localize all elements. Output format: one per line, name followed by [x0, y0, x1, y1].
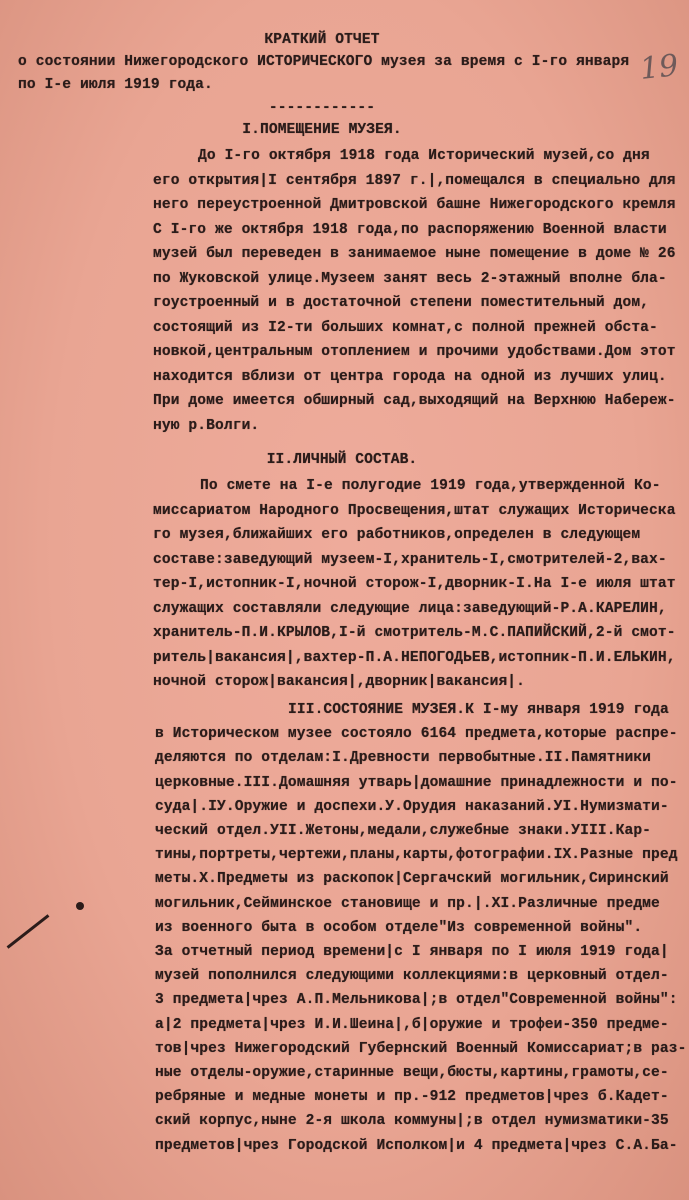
body-line: ритель|вакансия|,вахтер-П.А.НЕПОГОДЬЕВ,истопник-П.И.ЕЛЬКИН, [153, 649, 676, 666]
body-line: деляются по отделам:I.Древности первобытные.II.Памятники [155, 750, 652, 767]
ink-dot [76, 902, 84, 910]
body-line: хранитель-П.И.КРЫЛОВ,I-й смотритель-М.С.ПАПИЙСКИЙ,2-й смот- [153, 625, 676, 641]
body-line: музей пополнился следующими коллекциями:в церковный отдел- [155, 968, 669, 985]
body-line: ную р.Волги. [153, 417, 260, 434]
section-heading: II.ЛИЧНЫЙ СОСТАВ. [266, 452, 418, 468]
body-line: находится вблизи от центра города на одной из лучших улиц. [153, 368, 667, 385]
body-line: тов|чрез Нижегородский Губернский Военный Комиссариат;в раз- [155, 1040, 687, 1057]
section-heading: I.ПОМЕЩЕНИЕ МУЗЕЯ. [242, 122, 402, 138]
body-line: а|2 предмета|чрез И.И.Шеина|,б|оружие и трофеи-350 предме- [155, 1016, 669, 1033]
body-line: По смете на I-е полугодие 1919 года,утвержденной Ко- [200, 478, 661, 494]
subtitle-line: по I-е июля 1919 года. [18, 77, 213, 93]
body-line: тер-I,истопник-I,ночной сторож-I,дворник-I.На I-е июля штат [153, 576, 676, 592]
body-line: го музея,ближайших его работников,определен в следующем [153, 527, 641, 543]
subtitle-line: о состоянии Нижегородского ИСТОРИЧЕСКОГО музея за время с I-го января [18, 54, 630, 70]
body-line: его открытия|I сентября 1897 г.|,помещался в специально для [153, 172, 676, 189]
document-title: КРАТКИЙ ОТЧЕТ [264, 32, 380, 48]
body-line: ский корпус,ныне 2-я школа коммуны|;в отдел нумизматики-35 [155, 1113, 669, 1130]
handwritten-page-number: 19 [638, 48, 680, 87]
body-line: 3 предмета|чрез А.П.Мельникова|;в отдел"Современной войны": [155, 992, 678, 1009]
body-line: суда|.IУ.Оружие и доспехи.У.Орудия наказаний.УI.Нумизмати- [155, 798, 669, 815]
body-line: служащих составляли следующие лица:заведующий-Р.А.КАРЕЛИН, [153, 600, 667, 617]
body-line: музей был переведен в занимаемое ныне помещение в доме № 26 [153, 246, 676, 262]
body-line: из военного быта в особом отделе"Из современной войны". [155, 919, 643, 936]
body-line: ребряные и медные монеты и пр.-912 предметов|чрез б.Кадет- [155, 1089, 669, 1106]
body-line: ночной сторож|вакансия|,дворник|вакансия|. [153, 674, 526, 690]
body-line: церковные.III.Домашняя утварь|домашние принадлежности и по- [155, 774, 678, 791]
body-line: тины,портреты,чертежи,планы,карты,фотографии.IX.Разные пред [155, 847, 678, 864]
pen-stroke-mark [7, 914, 50, 948]
body-line: в Историческом музее состояло 6164 предмета,которые распре- [155, 726, 678, 743]
body-line: предметов|чрез Городской Исполком|и 4 предмета|чрез С.А.Ба- [155, 1137, 678, 1154]
body-line: него переустроенной Дмитровской башне Нижегородского кремля [153, 197, 676, 213]
separator: ------------ [268, 100, 376, 116]
body-line: составе:заведующий музеем-I,хранитель-I,смотрителей-2,вах- [153, 551, 667, 568]
body-line: ные отделы-оружие,старинные вещи,бюсты,картины,грамоты,се- [155, 1065, 669, 1081]
body-line: гоустроенный и в достаточной степени поместительный дом, [153, 295, 650, 311]
body-line: За отчетный период времени|с I января по I июля 1919 года| [155, 944, 669, 960]
body-line: могильник,Сейминское становище и пр.|.XI.Различные предме [155, 895, 660, 912]
body-line: III.СОСТОЯНИЕ МУЗЕЯ.К I-му января 1919 года [288, 702, 669, 718]
body-line: При доме имеется обширный сад,выходящий на Верхнюю Набереж- [153, 393, 676, 409]
body-line: состоящий из I2-ти больших комнат,с полной прежней обста- [153, 319, 658, 336]
body-line: по Жуковской улице.Музеем занят весь 2-этажный вполне бла- [153, 270, 667, 287]
body-line: меты.X.Предметы из раскопок|Сергачский могильник,Сиринский [155, 871, 669, 888]
body-line: С I-го же октября 1918 года,по распоряжению Военной власти [153, 221, 667, 238]
body-line: новкой,центральным отоплением и прочими удобствами.Дом этот [153, 344, 676, 360]
body-line: миссариатом Народного Просвещения,штат служащих Историческа [153, 502, 676, 519]
body-line: ческий отдел.УII.Жетоны,медали,служебные знаки.УIII.Кар- [155, 823, 652, 839]
body-line: До I-го октября 1918 года Исторический музей,со дня [198, 148, 650, 164]
